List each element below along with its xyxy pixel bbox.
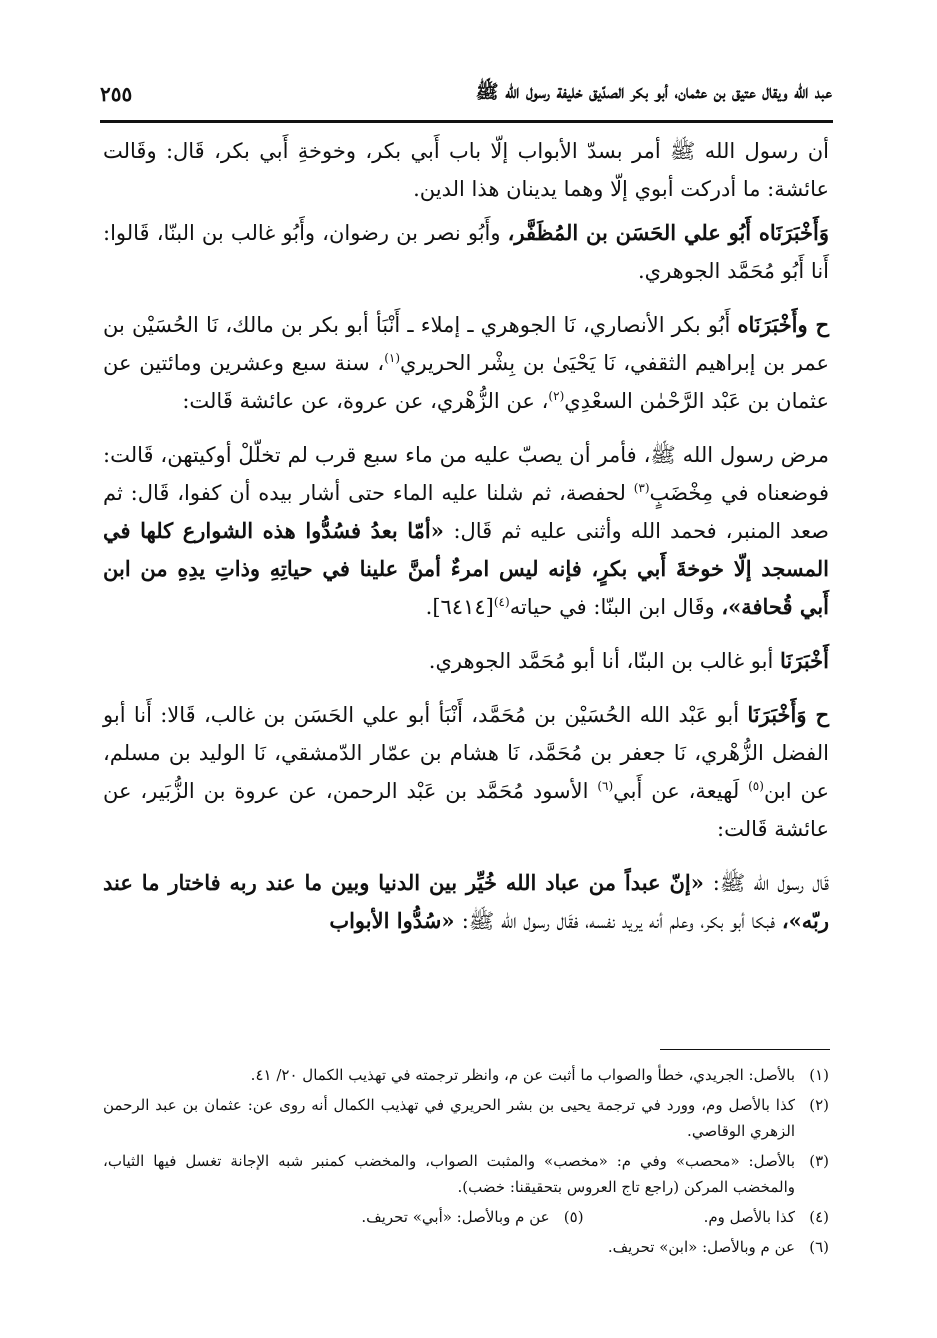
paragraph-text: وقَال ابن البنّا: في حياته [509, 595, 722, 619]
footnote-number: (٢) [809, 1096, 829, 1114]
paragraph-text: مرض رسول الله ﷺ، فأمر أن يصبّ عليه من ماء سبع قرب لم تخلّلْ أوكيتهن، قَالت: فوضعناه في مِخْضَبٍ [103, 443, 829, 505]
footnote-ref: (٥) [748, 779, 764, 793]
header-rule [100, 120, 833, 123]
hadith-quote: «إنّ عبداً من عباد الله خُيِّر بين الدنيا وبين ما عند ربه فاختار ما عند ربّه»، [103, 870, 829, 933]
footnote-separator [660, 1049, 830, 1050]
paragraph-3 [103, 306, 829, 420]
footnotes [103, 1062, 829, 1264]
hadith-number: [٦٤١٤]. [425, 595, 494, 619]
footnote-1 [103, 1062, 829, 1088]
footnote-number: (٥) [563, 1208, 584, 1226]
footnote-number: (٣) [809, 1152, 829, 1170]
paragraph-text: أن رسول الله ﷺ أمر بسدّ الأبواب إلّا باب أَبي بكر، وخوخةِ أَبي بكر، قَال: وقَالت عائشة: ما أدركت أبوي إلّا وهما يدينان هذا الدين. [103, 139, 829, 201]
footnote-text: كذا بالأصل وم، وورد في ترجمة يحيى بن بشر الحريري في تهذيب الكمال أنه روى عن: عثمان بن عبد الرحمن الزهري الوقاصي. [103, 1096, 795, 1140]
hadith-quote: «أمّا بعدُ فسُدُّوا هذه الشوارع كلها في المسجد إلّا خوخةَ أَبي بكرٍ، فإنه ليس امرءٌ أمنَّ علينا في حياتِهِ وذاتِ يدِهِ من ابن أَبي قُحافة»، [103, 518, 829, 619]
paragraph-4 [103, 436, 829, 626]
footnote-ref: (١) [384, 351, 401, 365]
paragraph-text: لحفصة، ثم شلنا عليه الماء حتى أشار بيده أن كفوا، قَال: ثم صعد المنبر، فحمد الله وأثنى عليه ثم قَال: [103, 481, 830, 543]
paragraph-text: قَال رسول الله ﷺ: [712, 871, 829, 895]
paragraph-lead: وَأَخْبَرَنَاه أَبُو علي الحَسَن بن المُظَفَّر، [507, 220, 829, 245]
footnote-number: (٦) [809, 1238, 829, 1256]
main-text [103, 132, 829, 956]
paragraph-7 [103, 864, 829, 940]
footnote-text: عن م وبالأصل: «ابن» تحريف. [607, 1238, 795, 1256]
footnote-6 [103, 1234, 829, 1260]
paragraph-text: ، عن الزُّهْري، عن عروة، عن عائشة قَالت: [182, 389, 549, 413]
paragraph-1 [103, 132, 829, 208]
running-header [100, 74, 832, 114]
footnote-ref: (٢) [548, 389, 565, 403]
footnote-text: كذا بالأصل وم. [703, 1208, 795, 1226]
footnote-number: (١) [809, 1066, 829, 1084]
hadith-quote: «سُدُّوا الأبواب [329, 908, 462, 933]
paragraph-text: ، سنة سبع وعشرين ومائتين عن عثمان بن عَبْد الرَّحْمٰن السعْدِي [103, 351, 829, 413]
footnote-text: بالأصل: الجريدي، خطأ والصواب ما أثبت عن م، وانظر ترجمته في تهذيب الكمال ٢٠/ ٤١. [250, 1066, 795, 1084]
paragraph-text: أبو عَبْد الله الحُسَيْن بن مُحَمَّد، أَنْبَأ أبو علي الحَسَن بن غالب، قَالا: أَنا أبو الفضل الزُّهْري، نَا جعفر بن مُحَمَّد، نَا هشام بن عمّار الدّمشقي، نَا الوليد بن مسلم، عن ابن [103, 703, 830, 803]
paragraph-text: فبكا أبو بكر، وعلم أنه يريد نفسه، فقَال رسول الله ﷺ: [461, 909, 782, 933]
paragraph-5 [103, 642, 829, 680]
paragraph-text: أَبُو بكر الأنصاري، نَا الجوهري ـ إملاء ـ أَنْبَأ أبو بكر بن مالك، نَا الحُسَيْن بن عمر بن إبراهيم الثقفي، نَا يَحْيَىٰ بن بِشْر الحريري [103, 313, 829, 375]
footnote-5 [361, 1204, 583, 1230]
paragraph-text: لَهيعة، عن أَبي [613, 779, 749, 803]
paragraph-lead: ح وأَخْبَرَنَاه [737, 312, 829, 337]
footnote-3 [103, 1148, 829, 1200]
paragraph-2 [103, 214, 829, 290]
footnote-4 [704, 1204, 829, 1230]
paragraph-lead: أَخْبَرَنَا [780, 648, 829, 673]
footnote-text: بالأصل: «محصب» وفي م: «مخصب» والمثبت الصواب، والمخضب كمنبر شبه الإجانة تغسل فيها الثياب، والمخضب المركن (راجع تاج العروس بتحقيقنا: خضب). [103, 1152, 795, 1196]
footnote-row [103, 1204, 829, 1230]
paragraph-6 [103, 696, 829, 848]
footnote-ref: (٤) [493, 595, 510, 609]
header-title: عبد الله ويقال عتيق بن عثمان، أبو بكر الصدّيق خليفة رسول الله ﷺ [475, 81, 832, 103]
footnote-2 [103, 1092, 829, 1144]
footnote-ref: (٦) [597, 779, 614, 793]
paragraph-text: الأسود مُحَمَّد بن عَبْد الرحمن، عن عروة بن الزُّبَير، عن عائشة قَالت: [103, 779, 829, 841]
footnote-number: (٤) [809, 1208, 829, 1226]
page-number: ٢٥٥ [100, 82, 133, 106]
paragraph-lead: ح وَأَخْبَرَنَا [747, 702, 829, 727]
paragraph-text: أبو غالب بن البنّا، أنا أبو مُحَمَّد الجوهري. [428, 649, 781, 673]
footnote-ref: (٣) [633, 481, 650, 495]
paragraph-text: وأَبُو نصر بن رضوان، وأَبُو غالب بن البنّا، قَالوا: أَنا أَبُو مُحَمَّد الجوهري. [103, 221, 829, 283]
footnote-text: عن م وبالأصل: «أبي» تحريف. [361, 1208, 550, 1226]
